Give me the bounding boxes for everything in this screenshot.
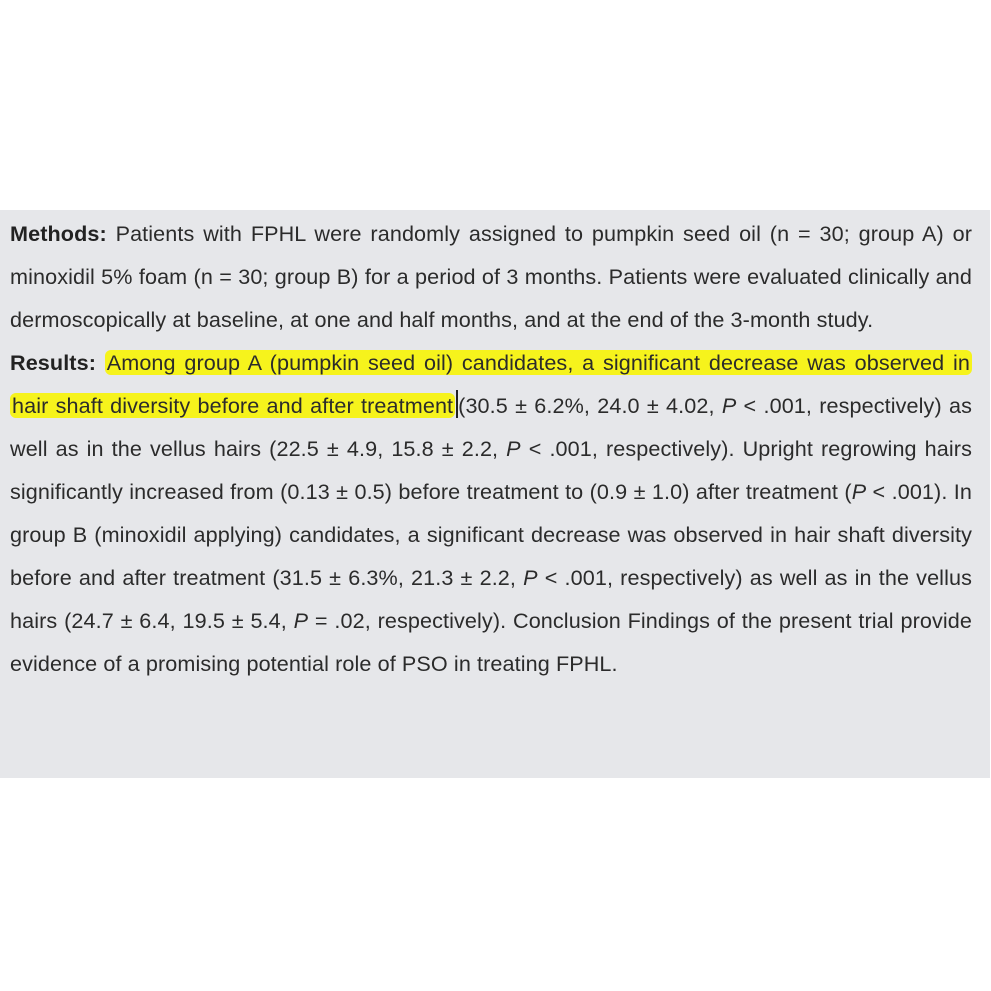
results-text-4: < .001). In group B (minoxidil applying) candidates, a significant decrease was observed in hair shaft diversity before and after treatment (31.5 ± 6.3%, 21.3 ± 2.2, — [10, 479, 972, 590]
methods-label: Methods: — [10, 221, 107, 246]
results-text-6: = .02, respectively). Conclusion Findings of the present trial provide evidence of a promising potential role of PSO in treating FPHL. — [10, 608, 972, 676]
methods-text: Patients with FPHL were randomly assigned to pumpkin seed oil (n = 30; group A) or minoxidil 5% foam (n = 30; group B) for a period of 3 months. Patients were evaluated clinically and dermoscopically at baseline, at one and half months, and at the end of the 3-month study. — [10, 221, 972, 332]
p-value-symbol: P — [523, 565, 538, 590]
abstract-panel — [0, 210, 990, 778]
p-value-symbol: P — [721, 393, 737, 418]
p-value-symbol: P — [293, 608, 309, 633]
results-text-1: (30.5 ± 6.2%, 24.0 ± 4.02, — [458, 393, 722, 418]
results-text-5: < .001, respectively) as well as in the vellus hairs (24.7 ± 6.4, 19.5 ± 5.4, — [10, 565, 972, 633]
results-label: Results: — [10, 350, 96, 375]
results-text-2: < .001, respectively) as well as in the vellus hairs (22.5 ± 4.9, 15.8 ± 2.2, — [10, 393, 972, 461]
abstract-text[interactable] — [10, 212, 972, 685]
p-value-symbol: P — [506, 436, 521, 461]
results-text-3: < .001, respectively). Upright regrowing hairs significantly increased from (0.13 ± 0.5) before treatment to (0.9 ± 1.0) after treatment ( — [10, 436, 972, 504]
highlighted-selection[interactable]: Among group A (pumpkin seed oil) candidates, a significant decrease was observed in hair shaft diversity before and after treatment — [12, 350, 970, 418]
p-value-symbol: P — [851, 479, 867, 504]
